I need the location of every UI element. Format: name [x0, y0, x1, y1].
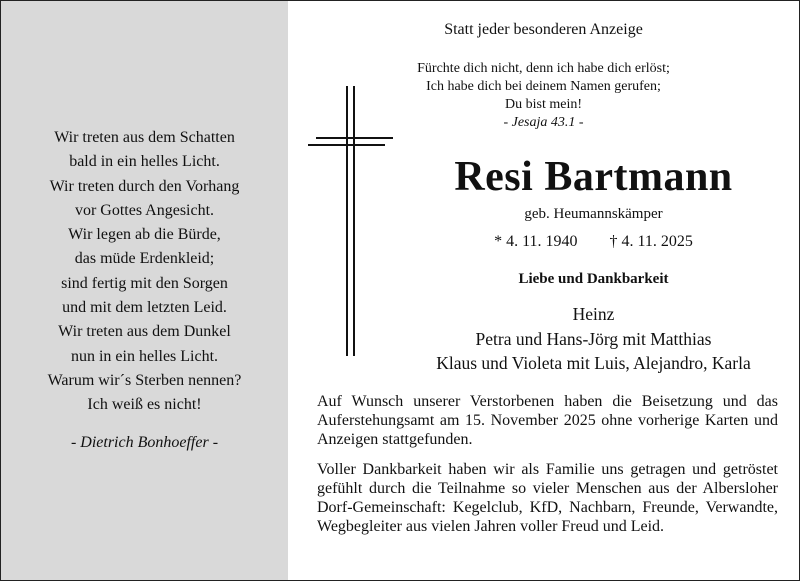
life-dates: [388, 233, 799, 251]
poem-author: - Dietrich Bonhoeffer -: [70, 434, 219, 451]
love-heading: Liebe und Dankbarkeit: [518, 271, 669, 287]
notice-header: Statt jeder besonderen Anzeige: [444, 21, 643, 38]
poem-line: Ich weiß es nicht!: [87, 396, 202, 414]
poem-line: Wir treten aus dem Schatten: [54, 129, 235, 146]
verse-line: Ich habe dich bei deinem Namen gerufen;: [426, 79, 661, 94]
verse-line: Du bist mein!: [505, 97, 582, 112]
poem-line: vor Gottes Angesicht.: [74, 201, 215, 219]
poem-line: bald in ein helles Licht.: [69, 153, 220, 171]
poem: [1, 126, 288, 418]
poem-line: Warum wir´s Sterben nennen?: [47, 371, 242, 389]
verse-line: Fürchte dich nicht, denn ich habe dich erlöst;: [417, 61, 670, 76]
family-line: Heinz: [572, 304, 615, 324]
family-list: [388, 302, 799, 376]
poem-line: Wir treten durch den Vorhang: [49, 177, 240, 195]
family-line: Klaus und Violeta mit Luis, Alejandro, Karla: [436, 353, 751, 373]
deceased-name: Resi Bartmann: [454, 154, 733, 200]
poem-line: Wir treten aus dem Dunkel: [58, 323, 231, 341]
cross-icon: [308, 86, 398, 356]
main-panel: [288, 1, 799, 580]
poem-panel: [1, 1, 288, 580]
family-line: Petra und Hans-Jörg mit Matthias: [475, 328, 712, 349]
death-date: † 4. 11. 2025: [609, 233, 693, 250]
poem-line: Wir legen ab die Bürde,: [68, 226, 221, 244]
gratitude-paragraph: Voller Dankbarkeit haben wir als Familie uns getragen und getröstet gefühlt durch die Teilnahme so vieler Menschen aus der Albersloher Dorf-Gemeinschaft: Kegelclub, KfD, Nachbarn, Freunde, Verwandte, Wegbegleiter aus vielen Jahren voller Freud und Leid.: [317, 461, 778, 535]
verse-reference: - Jesaja 43.1 -: [503, 115, 584, 130]
maiden-name: geb. Heumannskämper: [524, 206, 663, 222]
funeral-note-paragraph: Auf Wunsch unserer Verstorbenen haben die Beisetzung und das Auferstehungsamt am 15. November 2025 ohne vorherige Karten und Anzeigen stattgefunden.: [317, 393, 778, 448]
poem-line: sind fertig mit den Sorgen: [61, 274, 228, 292]
poem-line: nun in ein helles Licht.: [70, 347, 219, 365]
birth-date: * 4. 11. 1940: [494, 233, 578, 250]
poem-line: und mit dem letzten Leid.: [62, 299, 227, 317]
poem-line: das müde Erdenkleid;: [74, 250, 215, 268]
